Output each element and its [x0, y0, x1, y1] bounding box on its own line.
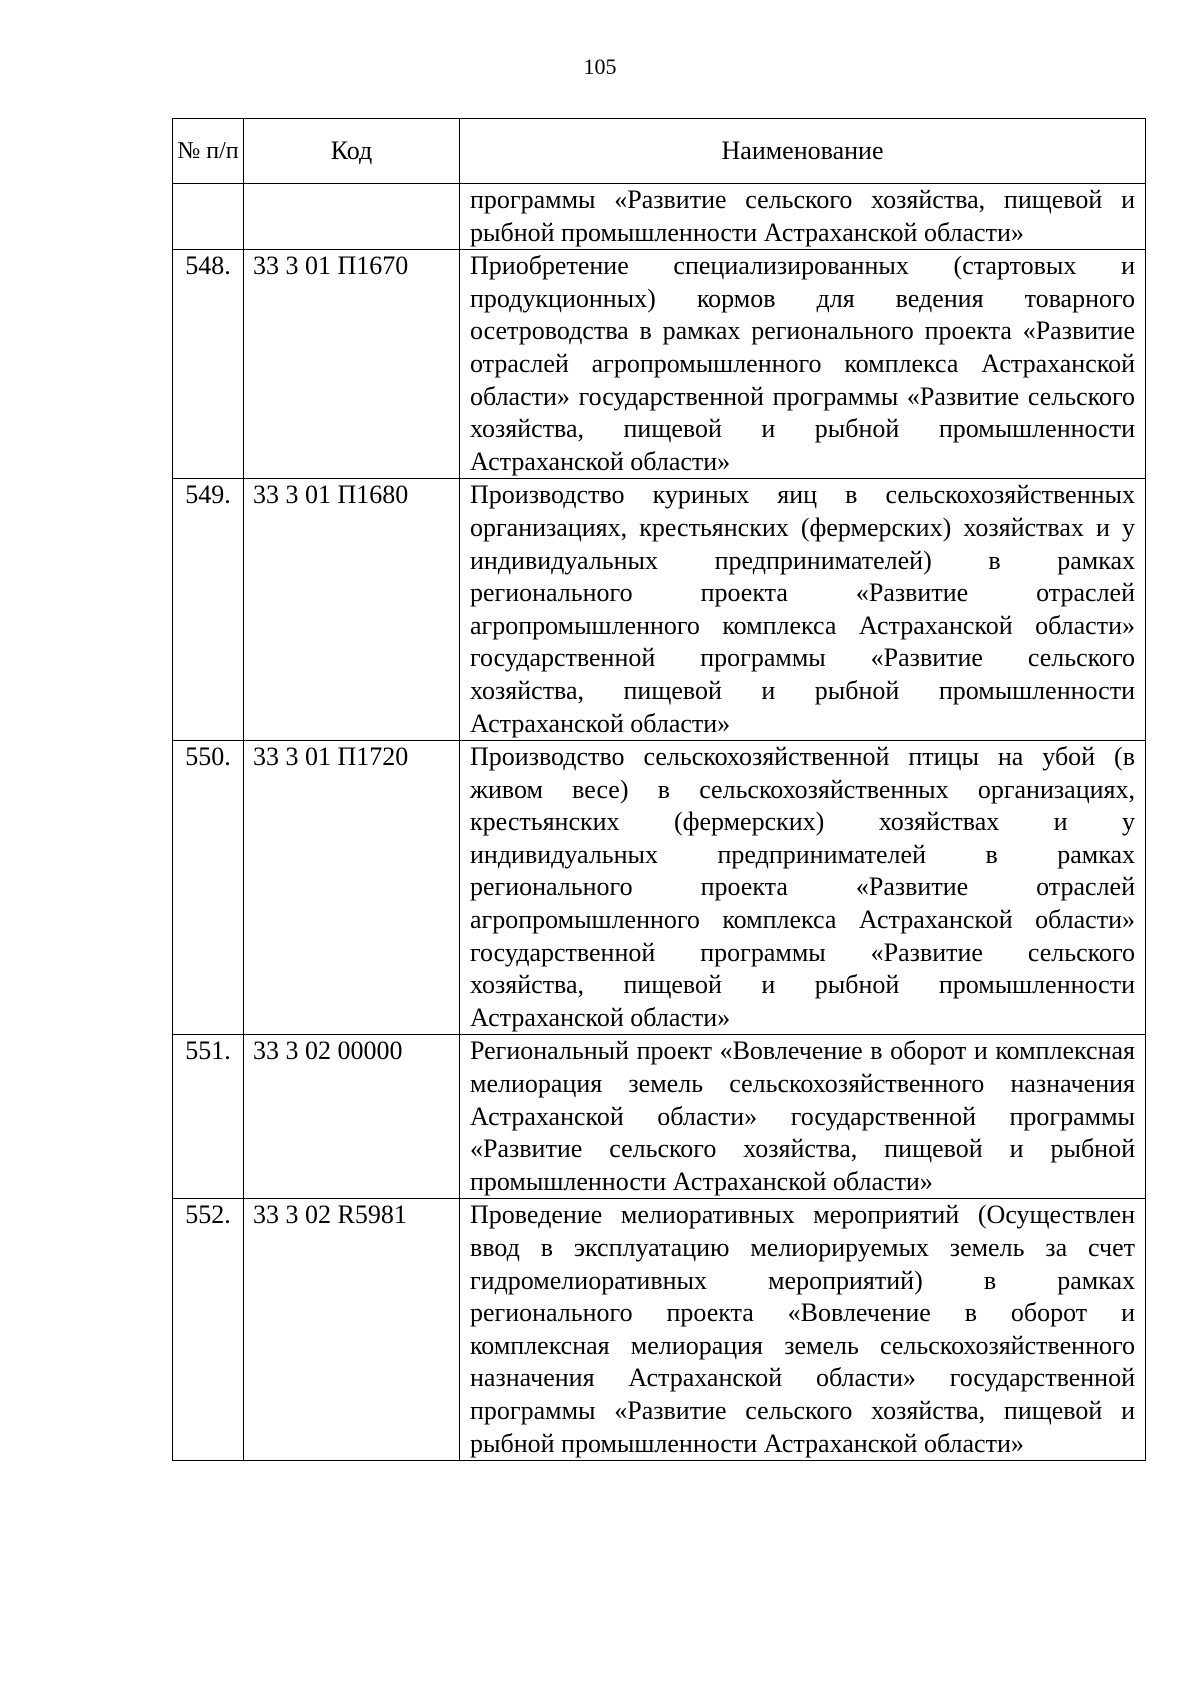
row-name: программы «Развитие сельского хозяйства, пищевой и рыбной промышленности Астраханской области» — [460, 184, 1146, 250]
row-code: 33 3 01 П1670 — [244, 250, 460, 479]
row-name: Приобретение специализированных (стартовых и продукционных) кормов для ведения товарного осетроводства в рамках регионального проекта «Развитие отраслей агропромышленного комплекса Астраханской области» государственной программы «Развитие сельского хозяйства, пищевой и рыбной промышленности Астраханской области» — [460, 250, 1146, 479]
row-num: 550. — [173, 741, 244, 1035]
budget-codes-table — [172, 118, 1146, 1461]
header-name: Наименование — [460, 119, 1146, 184]
header-row — [173, 119, 1146, 184]
row-code: 33 3 02 00000 — [244, 1035, 460, 1199]
row-num: 552. — [173, 1199, 244, 1461]
table-row — [173, 250, 1146, 479]
row-num: 548. — [173, 250, 244, 479]
table-row — [173, 1035, 1146, 1199]
row-name: Производство сельскохозяйственной птицы на убой (в живом весе) в сельскохозяйственных организациях, крестьянских (фермерских) хозяйствах и у индивидуальных предпринимателей в рамках регионального проекта «Развитие отраслей агропромышленного комплекса Астраханской области» государственной программы «Развитие сельского хозяйства, пищевой и рыбной промышленности Астраханской области» — [460, 741, 1146, 1035]
table-body — [173, 184, 1146, 1461]
row-num: 549. — [173, 479, 244, 741]
row-code: 33 3 01 П1680 — [244, 479, 460, 741]
row-name: Проведение мелиоративных мероприятий (Осуществлен ввод в эксплуатацию мелиорируемых земель за счет гидромелиоративных мероприятий) в рамках регионального проекта «Вовлечение в оборот и комплексная мелиорация земель сельскохозяйственного назначения Астраханской области» государственной программы «Развитие сельского хозяйства, пищевой и рыбной промышленности Астраханской области» — [460, 1199, 1146, 1461]
table-header — [173, 119, 1146, 184]
table-row — [173, 1199, 1146, 1461]
row-name: Производство куриных яиц в сельскохозяйственных организациях, крестьянских (фермерских) хозяйствах и у индивидуальных предпринимателей) в рамках регионального проекта «Развитие отраслей агропромышленного комплекса Астраханской области» государственной программы «Развитие сельского хозяйства, пищевой и рыбной промышленности Астраханской области» — [460, 479, 1146, 741]
table-row — [173, 184, 1146, 250]
row-code: 33 3 01 П1720 — [244, 741, 460, 1035]
row-num: 551. — [173, 1035, 244, 1199]
row-num — [173, 184, 244, 250]
row-code — [244, 184, 460, 250]
table-row — [173, 479, 1146, 741]
table-row — [173, 741, 1146, 1035]
header-num: № п/п — [173, 119, 244, 184]
row-name: Региональный проект «Вовлечение в оборот и комплексная мелиорация земель сельскохозяйственного назначения Астраханской области» государственной программы «Развитие сельского хозяйства, пищевой и рыбной промышленности Астраханской области» — [460, 1035, 1146, 1199]
row-code: 33 3 02 R5981 — [244, 1199, 460, 1461]
header-code: Код — [244, 119, 460, 184]
page-number: 105 — [583, 54, 617, 79]
